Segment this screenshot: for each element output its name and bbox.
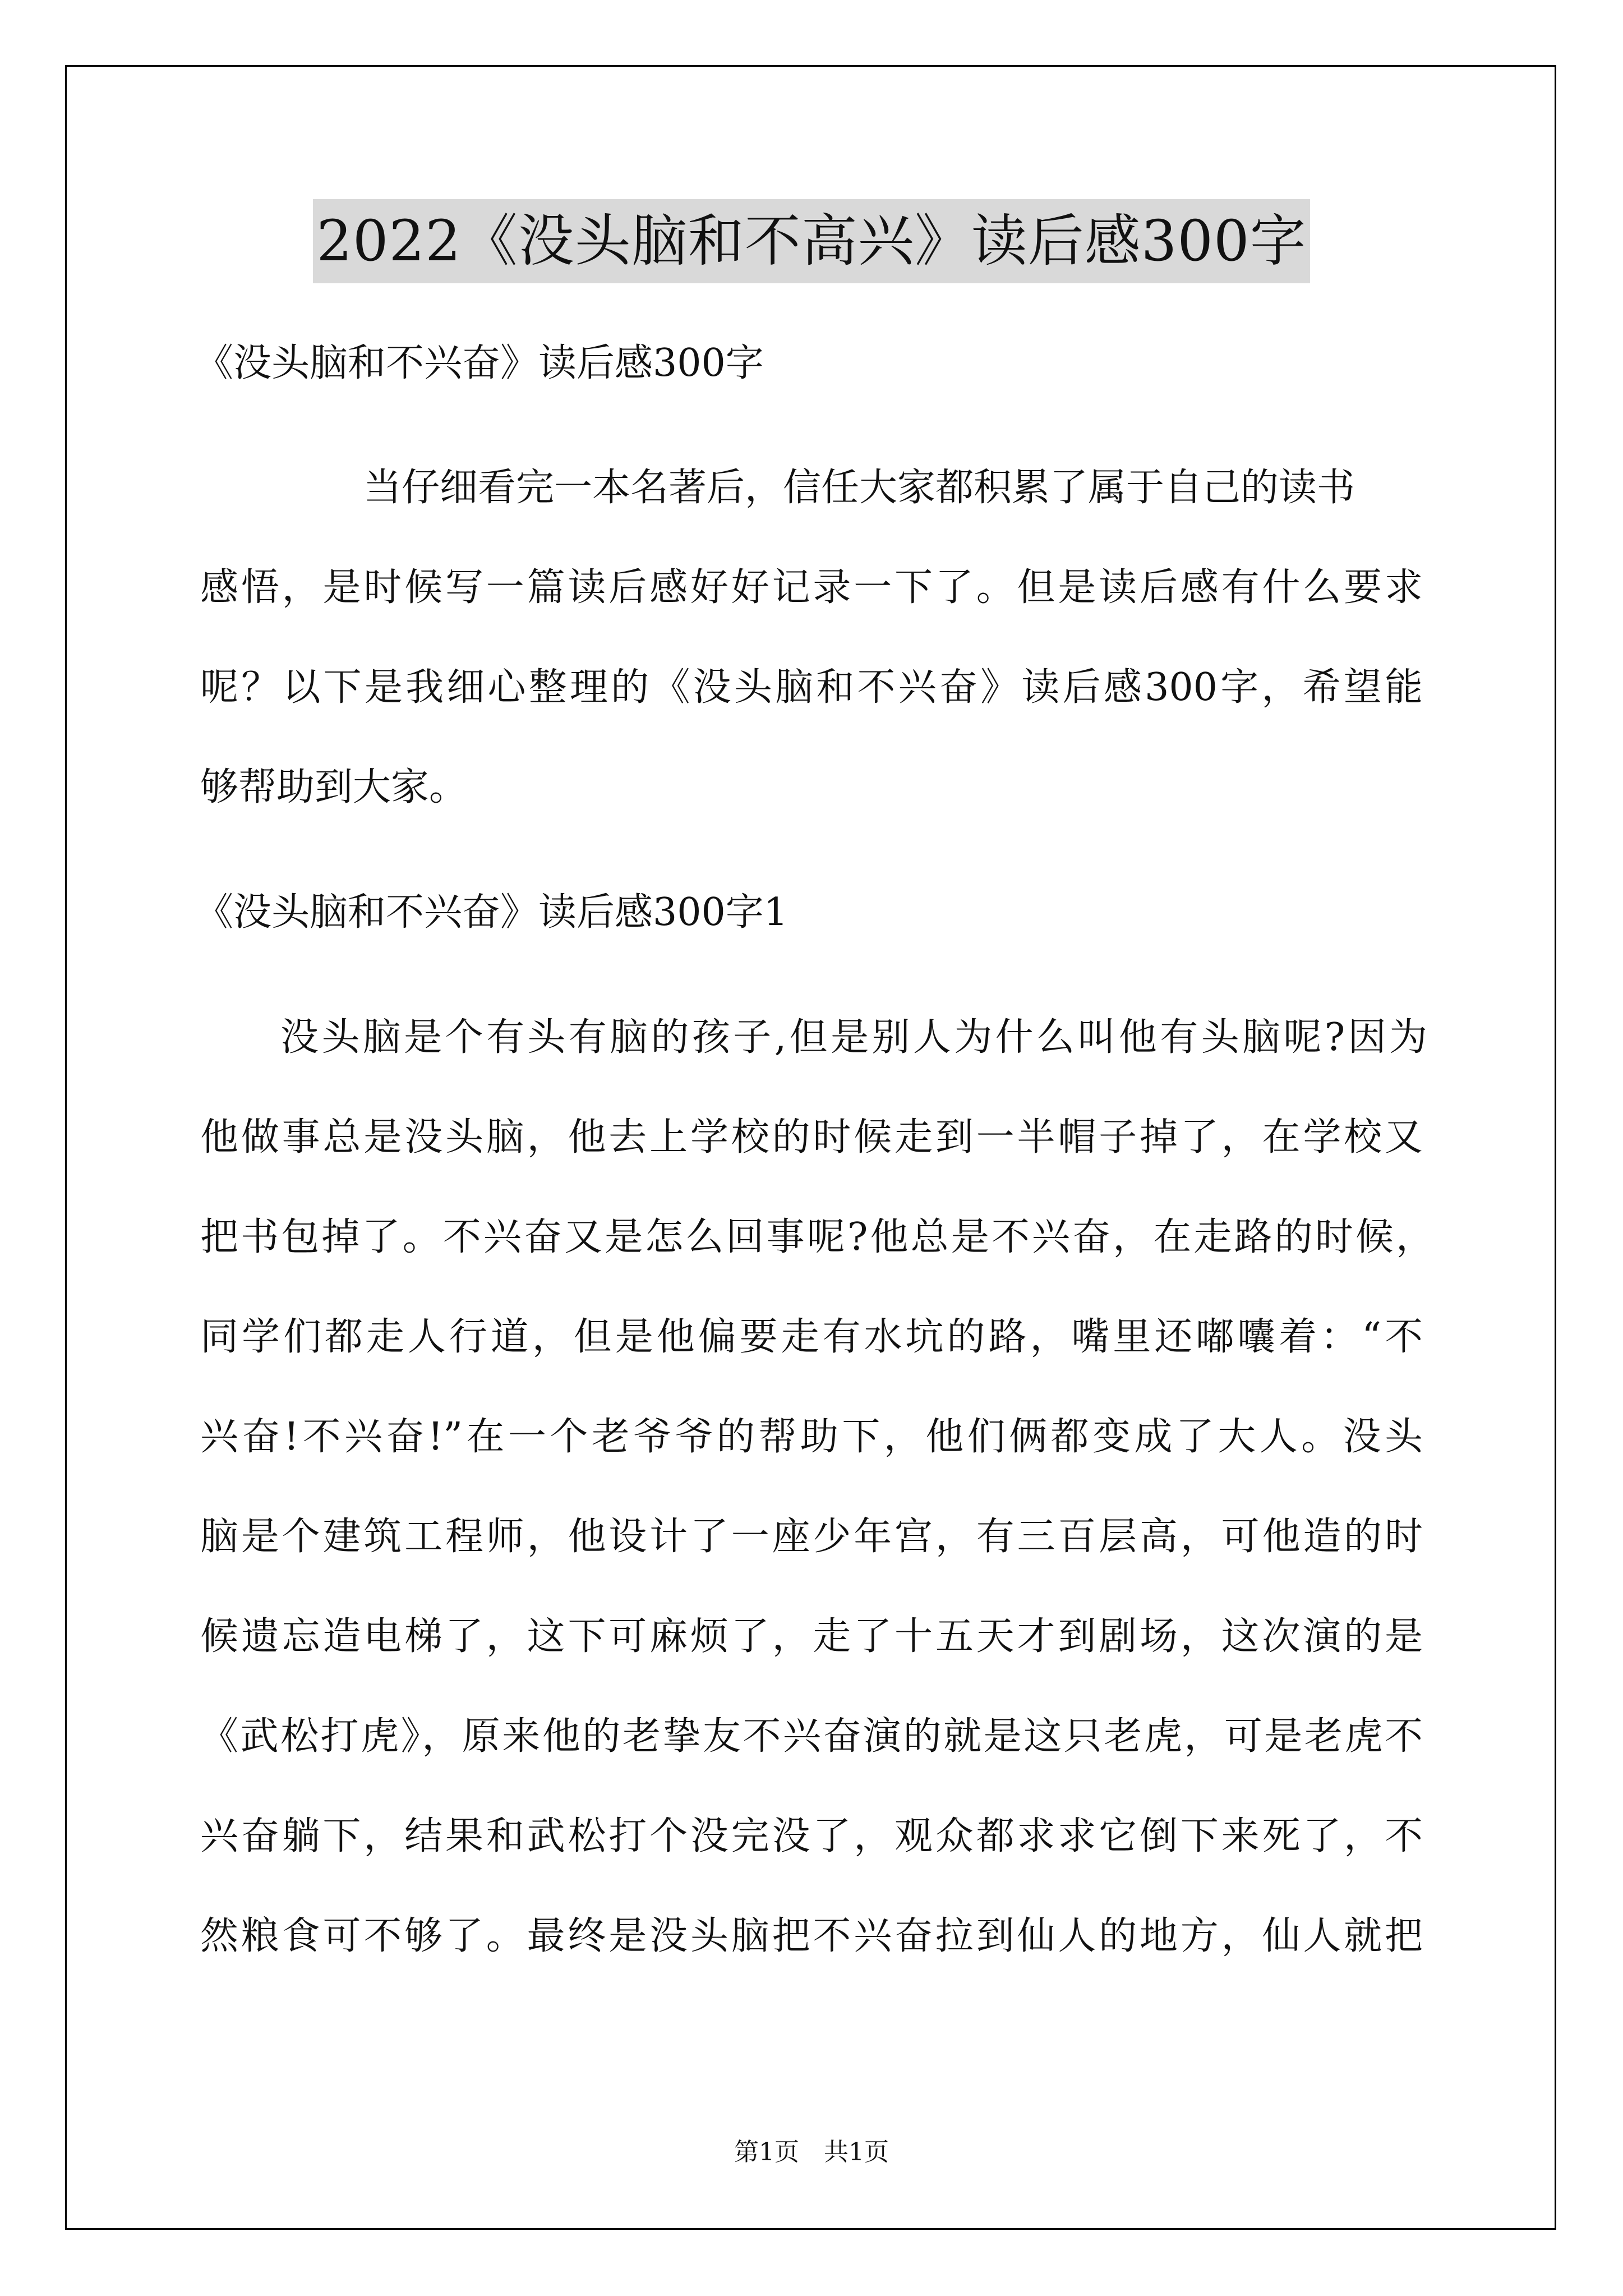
paragraph-line: 脑是个建筑工程师，他设计了一座少年宫，有三百层高，可他造的时 [200, 1515, 1423, 1559]
paragraph-line: 够帮助到大家。 [200, 765, 468, 809]
paragraph-line: 当仔细看完一本名著后，信任大家都积累了属于自己的读书 [363, 466, 1355, 510]
paragraph-line: 兴奋躺下，结果和武松打个没完没了，观众都求求它倒下来死了，不 [200, 1814, 1423, 1858]
paragraph-line: 感悟，是时候写一篇读后感好好记录一下了。但是读后感有什么要求 [200, 565, 1423, 610]
title-wrapper [0, 199, 1623, 283]
paragraph-line: 《武松打虎》，原来他的老挚友不兴奋演的就是这只老虎，可是老虎不 [200, 1714, 1423, 1759]
paragraph-line: 同学们都走人行道，但是他偏要走有水坑的路，嘴里还嘟囔着：“不 [200, 1315, 1423, 1359]
section-heading: 《没头脑和不兴奋》读后感300字1 [195, 890, 789, 935]
paragraph-line: 他做事总是没头脑，他去上学校的时候走到一半帽子掉了，在学校又 [200, 1115, 1423, 1159]
paragraph-line: 候遗忘造电梯了，这下可麻烦了，走了十五天才到剧场，这次演的是 [200, 1614, 1423, 1659]
subtitle-line: 《没头脑和不兴奋》读后感300字 [195, 341, 764, 385]
document-title: 2022《没头脑和不高兴》读后感300字 [313, 199, 1310, 283]
paragraph-line: 呢？以下是我细心整理的《没头脑和不兴奋》读后感300字，希望能 [200, 665, 1423, 710]
paragraph-line: 把书包掉了。不兴奋又是怎么回事呢?他总是不兴奋，在走路的时候， [200, 1215, 1434, 1259]
page-footer: 第1页 共1页 [734, 2138, 889, 2166]
paragraph-line: 兴奋!不兴奋!”在一个老爷爷的帮助下，他们俩都变成了大人。没头 [200, 1415, 1423, 1459]
paragraph-line: 然粮食可不够了。最终是没头脑把不兴奋拉到仙人的地方，仙人就把 [200, 1914, 1423, 1958]
paragraph-line: 没头脑是个有头有脑的孩子,但是别人为什么叫他有头脑呢?因为 [280, 1015, 1427, 1060]
